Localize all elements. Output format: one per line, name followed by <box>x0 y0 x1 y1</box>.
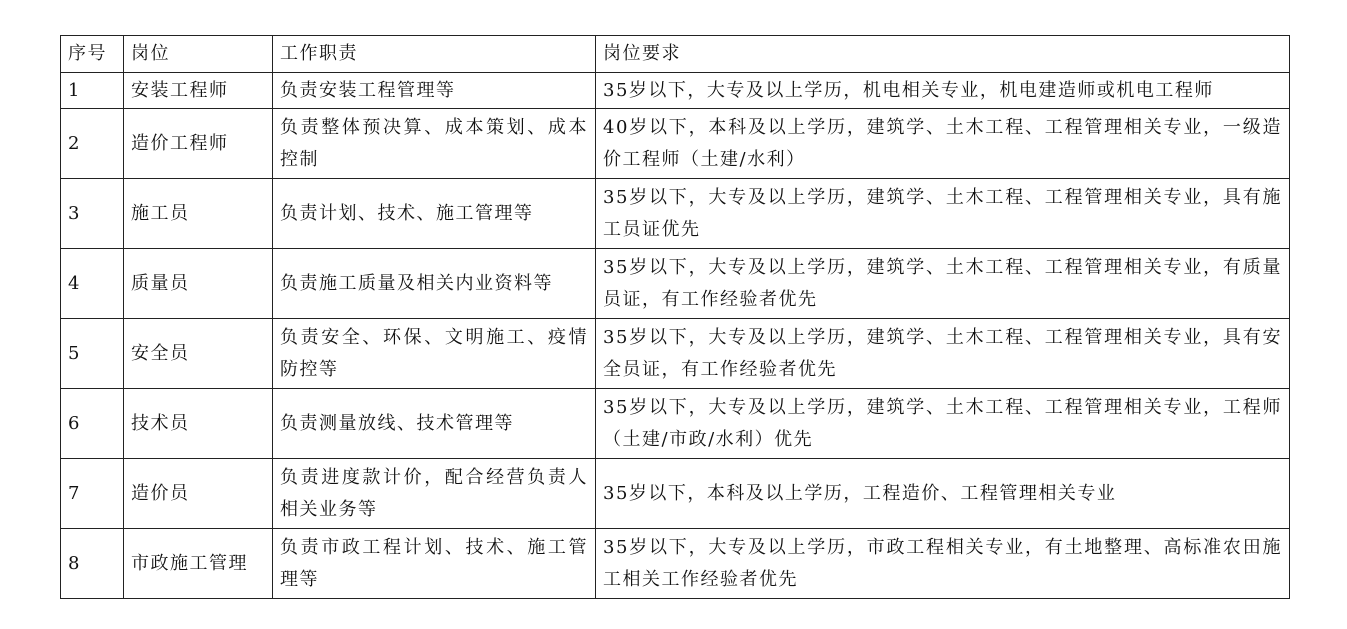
cell-duty: 负责计划、技术、施工管理等 <box>273 179 596 249</box>
recruitment-table <box>60 35 1290 599</box>
cell-requirement: 35岁以下，本科及以上学历，工程造价、工程管理相关专业 <box>596 459 1290 529</box>
table-row <box>61 179 1290 249</box>
header-duty: 工作职责 <box>273 36 596 73</box>
cell-position: 质量员 <box>124 249 273 319</box>
cell-no: 6 <box>61 389 124 459</box>
cell-position: 造价员 <box>124 459 273 529</box>
cell-duty: 负责安全、环保、文明施工、疫情防控等 <box>273 319 596 389</box>
cell-duty: 负责测量放线、技术管理等 <box>273 389 596 459</box>
cell-no: 1 <box>61 73 124 109</box>
cell-no: 5 <box>61 319 124 389</box>
cell-duty: 负责市政工程计划、技术、施工管理等 <box>273 529 596 599</box>
table-row <box>61 109 1290 179</box>
cell-duty: 负责施工质量及相关内业资料等 <box>273 249 596 319</box>
cell-requirement: 35岁以下，大专及以上学历，市政工程相关专业，有土地整理、高标准农田施工相关工作经验者优先 <box>596 529 1290 599</box>
cell-no: 2 <box>61 109 124 179</box>
cell-position: 安全员 <box>124 319 273 389</box>
cell-requirement: 40岁以下，本科及以上学历，建筑学、土木工程、工程管理相关专业，一级造价工程师（土建/水利） <box>596 109 1290 179</box>
cell-requirement: 35岁以下，大专及以上学历，机电相关专业，机电建造师或机电工程师 <box>596 73 1290 109</box>
cell-requirement: 35岁以下，大专及以上学历，建筑学、土木工程、工程管理相关专业，具有安全员证，有工作经验者优先 <box>596 319 1290 389</box>
table-row <box>61 319 1290 389</box>
cell-requirement: 35岁以下，大专及以上学历，建筑学、土木工程、工程管理相关专业，具有施工员证优先 <box>596 179 1290 249</box>
cell-position: 市政施工管理 <box>124 529 273 599</box>
cell-no: 3 <box>61 179 124 249</box>
cell-requirement: 35岁以下，大专及以上学历，建筑学、土木工程、工程管理相关专业，有质量员证，有工作经验者优先 <box>596 249 1290 319</box>
header-no: 序号 <box>61 36 124 73</box>
table-row <box>61 73 1290 109</box>
cell-duty: 负责整体预决算、成本策划、成本控制 <box>273 109 596 179</box>
header-requirement: 岗位要求 <box>596 36 1290 73</box>
table-row <box>61 389 1290 459</box>
cell-no: 4 <box>61 249 124 319</box>
header-position: 岗位 <box>124 36 273 73</box>
cell-duty: 负责进度款计价，配合经营负责人相关业务等 <box>273 459 596 529</box>
cell-position: 技术员 <box>124 389 273 459</box>
table-row <box>61 529 1290 599</box>
cell-position: 施工员 <box>124 179 273 249</box>
cell-requirement: 35岁以下，大专及以上学历，建筑学、土木工程、工程管理相关专业，工程师（土建/市政/水利）优先 <box>596 389 1290 459</box>
cell-no: 8 <box>61 529 124 599</box>
cell-position: 造价工程师 <box>124 109 273 179</box>
cell-no: 7 <box>61 459 124 529</box>
table-header-row <box>61 36 1290 73</box>
cell-position: 安装工程师 <box>124 73 273 109</box>
table-row <box>61 249 1290 319</box>
table-row <box>61 459 1290 529</box>
cell-duty: 负责安装工程管理等 <box>273 73 596 109</box>
